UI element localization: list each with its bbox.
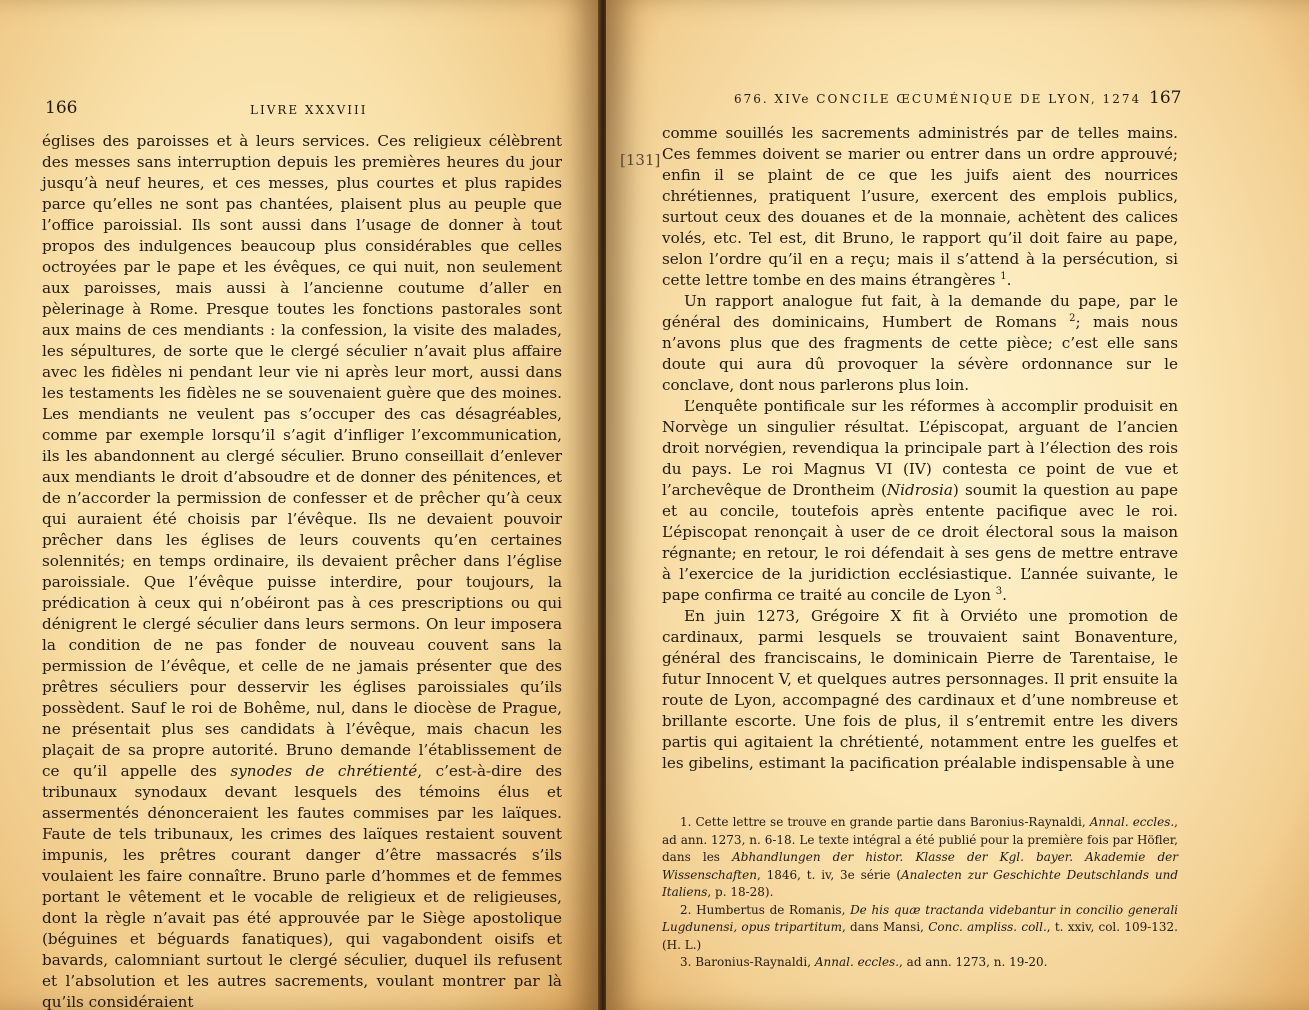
footnote-ref: 3 — [995, 585, 1003, 597]
right-page — [606, 0, 1309, 1010]
footnote-ref: 1 — [1000, 270, 1007, 282]
left-page — [0, 0, 600, 1010]
page-number: 166 — [45, 98, 78, 118]
paragraph-1: comme souillés les sacrements administrés par de telles mains. Ces femmes doivent se marier ou entrer dans un ordre approuvé; enfin il se plaint de ce que les juifs aient des nourrices chrétiennes, pratiquent l’usure, exercent des emplois publics, surtout ceux des douanes et de la monnaie, achètent des calices volés, etc. Tel est, dit Bruno, le rapport qu’il doit faire au pape, selon l’ordre qu’il en a reçu; mais il s’attend à la persécution, si cette lettre tombe en des mains étrangères $^1$. — [662, 124, 1178, 289]
footnote-3: 3. Baronius-Raynaldi, Annal. eccles., ad ann. 1273, n. 19-20. — [680, 955, 1048, 969]
footnote-2: 2. Humbertus de Romanis, De his quæ tractanda videbantur in concilio generali Lugdunensi, opus tripartitum, dans Mansi, Conc. ampliss. coll., t. xxiv, col. 109-132. (H. L.) — [662, 902, 1179, 952]
italic-term: synodes de chrétienté — [230, 762, 418, 780]
page-number: 167 — [1149, 88, 1182, 108]
paragraph-2: Un rapport analogue fut fait, à la demande du pape, par le général des dominicains, Humbert de Romans $^2$; mais nous n’avons plus que des fragments de cette pièce; c’est elle sans doute qui aura dû provoquer la sévère ordonnance sur le conclave, dont nous parlerons plus loin. — [662, 292, 1178, 394]
footnote-1: 1. Cette lettre se trouve en grande partie dans Baronius-Raynaldi, Annal. eccles., ad ann. 1273, n. 6-18. Le texte intégral a été publié pour la première fois par Höfler, dans les Abhandlungen der histor. Klasse der Kgl. bayer. Akademie der Wissenschaften, 1846, t. iv, 3e série (Analecten zur Geschichte Deutschlands und Italiens, p. 18-28). — [662, 815, 1178, 899]
paragraph-3: L’enquête pontificale sur les réformes à accomplir produisit en Norvège un singulier résultat. L’épiscopat, arguant de l’ancien droit norvégien, revendiqua la principale part à l’élection des rois du pays. Le roi Magnus VI (IV) contesta ce point de vue et l’archevêque de Drontheim (Nidrosia) soumit la question au pape et au concile, toutefois après entente pacifique avec le roi. L’épiscopat renonçait à user de ce droit électoral sous la maison régnante; en retour, le roi défendait à ses gens de mettre entrave à l’exercice de la juridiction ecclésiastique. L’année suivante, le pape confirma ce traité au concile de Lyon $^3$. — [662, 397, 1178, 604]
running-header: LIVRE XXXVIII — [250, 103, 368, 117]
footnotes — [662, 814, 1178, 972]
footnote-ref: 2 — [1069, 312, 1076, 324]
left-body-text — [42, 131, 562, 1010]
left-paragraph: églises des paroisses et à leurs services. Ces religieux célèbrent des messes sans interruption depuis les premières heures du jour jusqu’à neuf heures, et ces messes, plus courtes et plus rapides parce qu’elles ne sont pas chantées, plaisent plus au peuple que l’office paroissial. Ils sont aussi dans l’usage de donner à tout propos des indulgences beaucoup plus considérables que celles octroyées par le pape et les évêques, ce qui nuit, non seulement aux paroisses, mais aussi à l’ancienne coutume d’aller en pèlerinage à Rome. Presque toutes les fonctions pastorales sont aux mains de ces mendiants : la confession, la visite des malades, les sépultures, de sorte que le clergé séculier n’avait plus affaire avec les fidèles ni pendant leur vie ni après leur mort, aussi dans les testaments les fidèles ne se souvenaient guère que des moines. Les mendiants ne veulent pas s’occuper des cas désagréables, comme par exemple lorsqu’il s’agit d’infliger l’excommunication, ils les abandonnent au clergé séculier. Bruno conseillait d’enlever aux mendiants le droit d’absoudre et de donner des pénitences, et de n’accorder la permission de confesser et de prêcher qu’à ceux qui auraient été choisis par l’évêque. Ils ne devaient pouvoir prêcher dans les églises de leurs couvents qu’en certaines solennités; en temps ordinaire, ils devaient prêcher dans l’église paroissiale. Que l’évêque puisse interdire, pour toujours, la prédication à ceux qui n’obéiront pas à ces prescriptions ou qui dénigrent le clergé séculier dans leurs sermons. On leur imposera la condition de ne pas fonder de nouveau couvent sans la permission de l’évêque, et celle de ne jamais présenter que des prêtres séculiers pour desservir les églises paroissiales qu’ils possèdent. Sauf le roi de Bohême, nul, dans le diocèse de Prague, ne présentait plus ses candidats à l’évêque, mais chacun les plaçait de sa propre autorité. Bruno demande l’établissement de ce qu’il appelle des synodes de chrétienté, c’est-à-dire des tribunaux synodaux devant lesquels des témoins élus et assermentés dénonceraient les fautes commises par les laïques. Faute de tels tribunaux, les crimes des laïques restaient souvent impunis, les prêtres courant danger d’être massacrés s’ils voulaient les faire connaître. Bruno parle d’hommes et de femmes portant le vêtement et le vocable de religieux et de religieuses, dont la règle n’avait pas été approuvée par le Siège apostolique (béguines et béguards fanatiques), qui vagabondent oisifs et bavards, calomniant surtout le clergé séculier, duquel ils refusent et l’absolution et les autres sacrements, voulant montrer par là qu’ils considéraient — [42, 132, 562, 1010]
running-header: 676. XIVe CONCILE ŒCUMÉNIQUE DE LYON, 1274 — [734, 92, 1142, 106]
right-body-text — [662, 123, 1178, 774]
margin-reference-number: [131] — [620, 151, 661, 169]
paragraph-4: En juin 1273, Grégoire X fit à Orviéto une promotion de cardinaux, parmi lesquels se trouvaient saint Bonaventure, général des franciscains, le dominicain Pierre de Tarentaise, le futur Innocent V, et quelques autres personnages. Il prit ensuite la route de Lyon, accompagné des cardinaux et d’une nombreuse et brillante escorte. Une fois de plus, il s’entremit entre les divers partis qui agitaient la chrétienté, notamment entre les guelfes et les gibelins, estimant la pacification préalable indispensable à une — [662, 607, 1178, 772]
